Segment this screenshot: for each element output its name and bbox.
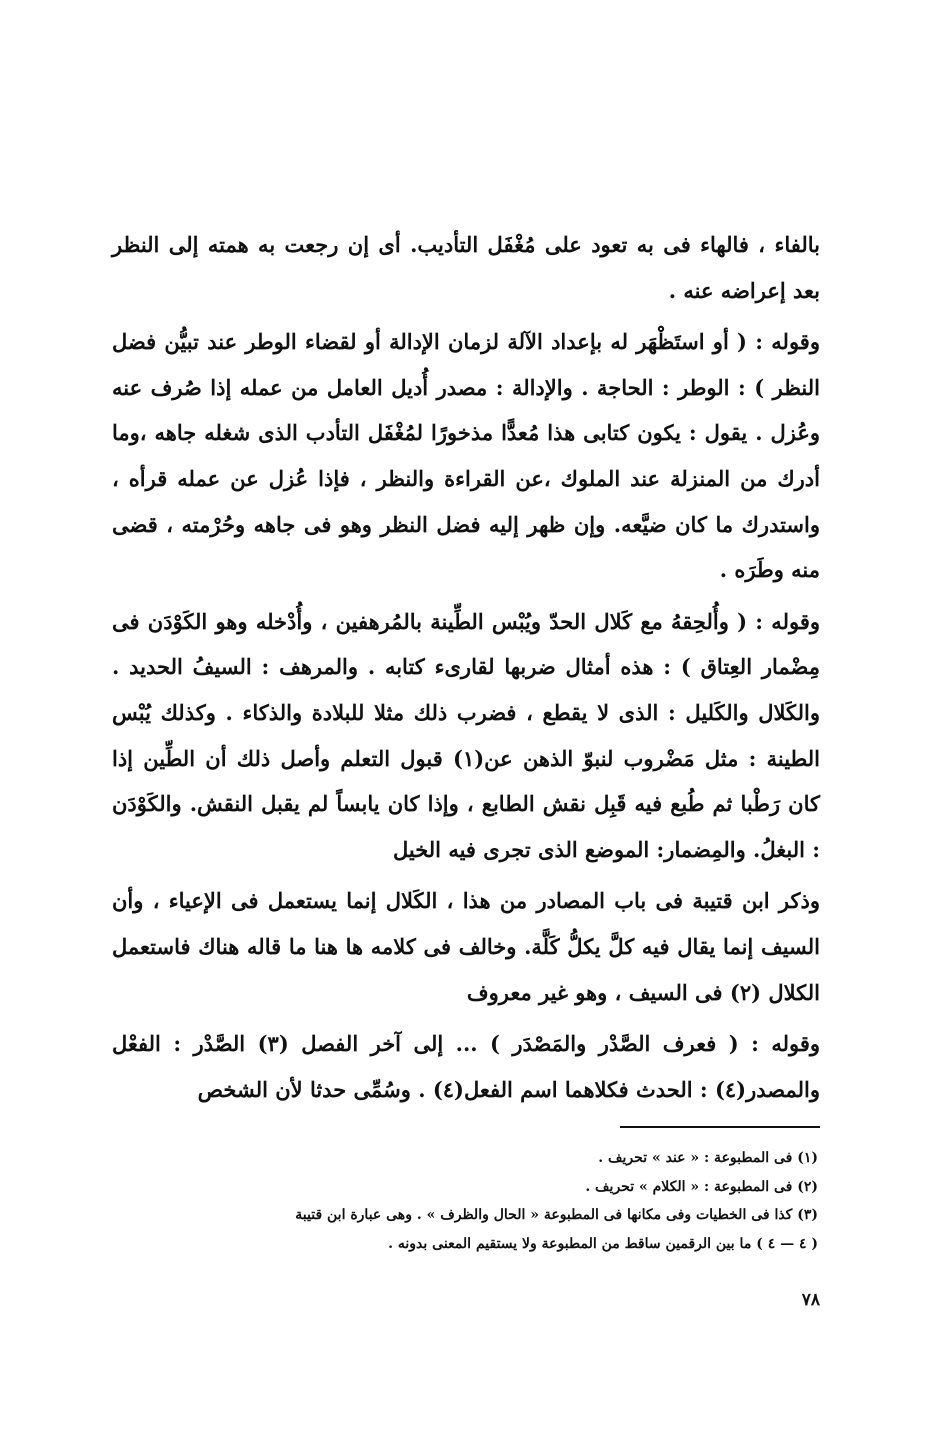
footnote-divider [620, 1126, 820, 1128]
footnote-3: (٣) كذا فى الخطيات وفى مكانها فى المطبوعة « الحال والظرف » . وهى عبارة ابن قتيبة [295, 1207, 818, 1223]
paragraph-5: وقوله : ( فعرف الصَّدْر والمَصْدَر ) ... إلى آخر الفصل (٣) الصَّدْر : الفعْل والمصدر(٤) : الحدث فكلاهما اسم الفعل(٤) . وسُمِّى حدثا لأن الشخص [112, 1031, 821, 1102]
paragraph-1: بالفاء ، فالهاء فى به تعود على مُغْفَل التأديب. أى إن رجعت به همته إلى النظر بعد إعراضه عنه . [112, 232, 820, 303]
paragraph-2: وقوله : ( أو استَظْهَر له بإعداد الآلة لزمان الإدالة أو لقضاء الوطر عند تبيُّن فضل النظر ) : الوطر : الحاجة . والإدالة : مصدر أُديل العامل من عمله إذا صُرف عنه وعُزل . يقول : يكون كتابى هذا مُعدًّا مذخورًا لمُغْفَل التأدب الذى شغله جاهه ،وما أدرك من المنزلة عند الملوك ،عن القراءة والنظر ، فإذا عُزل عن عمله قرأه ، واستدرك ما كان ضيَّعه. وإن ظهر إليه فضل النظر وهو فى جاهه وحُرْمته ، قضى منه وطَرَه . [112, 329, 820, 583]
page-number: ٧٨ [801, 1290, 820, 1310]
footnote-1: (١) فى المطبوعة : « عند » تحريف . [598, 1150, 818, 1166]
footnote-2: (٢) فى المطبوعة : « الكلام » تحريف . [585, 1178, 818, 1195]
paragraph-3: وقوله : ( وأُلحِقهُ مع كَلال الحدّ ويُبْس الطِّينة بالمُرهفين ، وأُدْخله وهو الكَوْدَن فى مِضْمار العِتاق ) : هذه أمثال ضربها لقارىء كتابه . والمرهف : السيفُ الحديد . والكَلال والكَليل : الذى لا يقطع ، فضرب ذلك مثلا للبلادة والذكاء . وكذلك يُبْس الطينة : مثل مَضْروب لنبوّ الذهن عن(١) قبول التعلم وأصل ذلك أن الطِّين إذا كان رَطْبا ثم طُبع فيه قَبِل نقش الطابع ، وإذا كان يابساً لم يقبل النقش. والكَوْدَن : البغلُ. والمِضمار: الموضع الذى تجرى فيه الخيل [112, 608, 820, 862]
footnotes [150, 1144, 818, 1258]
body-text [112, 222, 820, 1112]
footnote-4: ( ٤ — ٤ ) ما بين الرقمين ساقط من المطبوعة ولا يستقيم المعنى بدونه . [388, 1235, 818, 1252]
paragraph-4: وذكر ابن قتيبة فى باب المصادر من هذا ، الكَلال إنما يستعمل فى الإعياء ، وأن السيف إنما يقال فيه كلَّ يكلُّ كَلَّة. وخالف فى كلامه ها هنا ما قاله هناك فاستعمل الكلال (٢) فى السيف ، وهو غير معروف [112, 888, 820, 1005]
